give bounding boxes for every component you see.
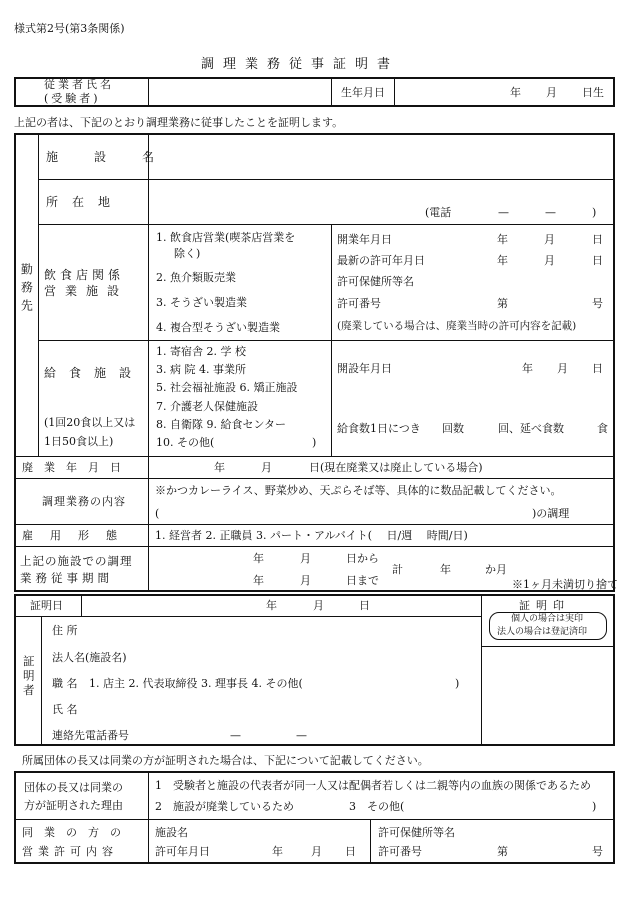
peer-permit-day: 日: [345, 845, 356, 858]
group-reason-label-line1: 団体の長又は同業の: [24, 781, 123, 794]
period-to: 日まで: [346, 574, 379, 587]
period-from-year: 年: [253, 552, 264, 565]
catering-option-row-3[interactable]: 5. 社会福祉施設 6. 矯正施設: [156, 381, 298, 394]
permit-no-label: 許可番号: [337, 297, 381, 310]
meals-label: 給食数1日につき: [337, 422, 421, 435]
catering-option-row-2[interactable]: 3. 病 院 4. 事業所: [156, 363, 246, 376]
workplace-section-label: 勤務先: [19, 263, 34, 317]
restaurant-option-1[interactable]: 1. 飲食店営業(喫茶店営業を: [156, 231, 296, 244]
address-field[interactable]: [152, 182, 612, 222]
catering-option-row-5[interactable]: 8. 自衛隊 9. 給食センター: [156, 418, 287, 431]
cooking-note: ※かつカレーライス、野菜炒め、天ぷらそば等、具体的に数品記載してください。: [155, 484, 562, 497]
period-to-year: 年: [253, 574, 264, 587]
period-total: 計: [392, 563, 403, 576]
meals-total: 回、延べ食数: [498, 422, 564, 435]
latest-permit-year: 年: [497, 254, 508, 267]
peer-label-line2: 営業許可内容: [22, 845, 118, 858]
closed-note: (廃業している場合は、廃業当時の許可内容を記載): [337, 320, 577, 332]
peer-permit-month: 月: [311, 845, 322, 858]
catering-open-day: 日: [592, 362, 603, 375]
restaurant-label-line2: 営業施設: [44, 284, 129, 298]
period-label-line2: 業務従事期間: [20, 571, 113, 585]
dob-field[interactable]: [398, 80, 612, 104]
dob-year: 年: [510, 86, 521, 99]
latest-permit-day: 日: [592, 254, 603, 267]
seal-area[interactable]: [485, 650, 611, 742]
cert-date-year: 年: [266, 599, 277, 612]
applicant-name-sub-label: (受験者): [44, 92, 101, 105]
applicant-name-field[interactable]: [152, 80, 328, 104]
catering-option-other[interactable]: 10. その他(: [156, 436, 215, 449]
peer-label-line1: 同業の方の: [22, 826, 132, 839]
cooking-suffix: )の調理: [532, 507, 570, 520]
restaurant-label-line1: 飲食店関係: [44, 268, 125, 282]
peer-facility-label: 施設名: [155, 826, 188, 839]
catering-option-row-4[interactable]: 7. 介護老人保健施設: [156, 400, 258, 413]
peer-permit-no-label: 許可番号: [378, 845, 422, 858]
peer-permit-date-label: 許可年月日: [155, 845, 210, 858]
restaurant-option-3[interactable]: 3. そうざい製造業: [156, 296, 247, 309]
applicant-name-label: 従業者氏名: [44, 78, 114, 91]
form-number: 様式第2号(第3条関係): [14, 22, 125, 35]
cert-tel-sep-1: —: [230, 729, 241, 742]
cert-corp-label: 法人名(施設名): [52, 651, 127, 664]
tel-sep-1: —: [498, 206, 509, 219]
closure-year: 年: [214, 461, 225, 474]
peer-permit-year: 年: [272, 845, 283, 858]
catering-note-1: (1回20食以上又は: [44, 416, 136, 429]
period-from-month: 月: [300, 552, 311, 565]
group-note: 所属団体の長又は同業の方が証明された場合は、下記について記載してください。: [22, 754, 429, 767]
period-to-month: 月: [300, 574, 311, 587]
facility-name-field[interactable]: [152, 137, 612, 177]
period-from: 日から: [346, 552, 379, 565]
address-label: 所在地: [46, 195, 125, 209]
cooking-label: 調理業務の内容: [42, 495, 126, 508]
tel-sep-2: —: [545, 206, 556, 219]
group-reason-1[interactable]: 1 受験者と施設の代表者が同一人又は配偶者若しくは二親等内の血族の関係であるため: [155, 779, 591, 792]
peer-health-center-label: 許可保健所等名: [378, 826, 455, 839]
dob-label: 生年月日: [341, 86, 385, 99]
catering-open-year: 年: [522, 362, 533, 375]
catering-option-other-close: ): [312, 436, 317, 449]
employment-options[interactable]: 1. 経営者 2. 正職員 3. パート・アルバイト( 日/週 時間/日): [155, 529, 468, 542]
seal-note-1: 個人の場合は実印: [511, 614, 584, 624]
peer-permit-dai: 第: [497, 845, 508, 858]
catering-label: 給食施設: [44, 366, 145, 380]
peer-permit-go: 号: [592, 845, 603, 858]
group-reason-3[interactable]: 3 その他(: [349, 800, 405, 813]
permit-no-go: 号: [592, 297, 603, 310]
catering-option-row-1[interactable]: 1. 寄宿舎 2. 学 校: [156, 345, 246, 358]
cert-date-day: 日: [359, 599, 370, 612]
cert-date-label: 証明日: [30, 599, 63, 612]
cert-date-month: 月: [313, 599, 324, 612]
period-total-year: 年: [440, 563, 451, 576]
catering-note-2: 1日50食以上): [44, 435, 114, 448]
restaurant-option-4[interactable]: 4. 複合型そうざい製造業: [156, 321, 280, 334]
cooking-paren-open: (: [155, 507, 160, 520]
health-center-label: 許可保健所等名: [337, 275, 414, 288]
dob-month: 月: [546, 86, 557, 99]
cert-tel-sep-2: —: [296, 729, 307, 742]
restaurant-open-year: 年: [497, 233, 508, 246]
restaurant-open-day: 日: [592, 233, 603, 246]
meals-times: 回数: [442, 422, 464, 435]
facility-name-label: 施 設 名: [46, 150, 167, 164]
restaurant-open-date-label: 開業年月日: [337, 233, 392, 246]
latest-permit-label: 最新の許可年月日: [337, 254, 425, 267]
closure-day-note: 日(現在廃業又は廃止している場合): [309, 461, 483, 474]
period-label-line1: 上記の施設での調理: [20, 554, 133, 568]
group-reason-label-line2: 方が証明された理由: [24, 799, 123, 812]
employment-label: 雇用形態: [22, 529, 134, 542]
cert-address-label: 住 所: [52, 624, 78, 637]
cert-role-options[interactable]: 1. 店主 2. 代表取締役 3. 理事長 4. その他(: [89, 677, 303, 690]
seal-note-2: 法人の場合は登記済印: [497, 627, 588, 637]
cert-tel-label: 連絡先電話番号: [52, 729, 129, 742]
restaurant-option-1-cont: 除く): [174, 247, 201, 260]
cert-role-label: 職 名: [52, 677, 78, 690]
closure-label: 廃業年月日: [22, 461, 132, 474]
seal-label: 証明印: [519, 599, 570, 612]
tel-label: (電話: [425, 206, 452, 219]
group-reason-2[interactable]: 2 施設が廃業しているため: [155, 800, 294, 813]
catering-open-month: 月: [557, 362, 568, 375]
meals-unit: 食: [597, 422, 608, 435]
group-reason-3-close: ): [592, 800, 597, 813]
closure-month: 月: [261, 461, 272, 474]
catering-open-date-label: 開設年月日: [337, 362, 392, 375]
intro-text: 上記の者は、下記のとおり調理業務に従事したことを証明します。: [14, 116, 344, 129]
permit-no-dai: 第: [497, 297, 508, 310]
restaurant-open-month: 月: [544, 233, 555, 246]
cert-role-close: ): [455, 677, 460, 690]
period-note: ※1ヶ月未満切り捨て: [512, 578, 618, 591]
page-title: 調理業務従事証明書: [201, 57, 400, 72]
cert-name-label: 氏 名: [52, 703, 78, 716]
period-total-month: か月: [485, 563, 507, 576]
dob-day: 日生: [582, 86, 604, 99]
cooking-field[interactable]: [165, 504, 525, 520]
certifier-section-label: 証明者: [21, 655, 36, 699]
latest-permit-month: 月: [544, 254, 555, 267]
restaurant-option-2[interactable]: 2. 魚介類販売業: [156, 271, 236, 284]
tel-close: ): [592, 206, 597, 219]
